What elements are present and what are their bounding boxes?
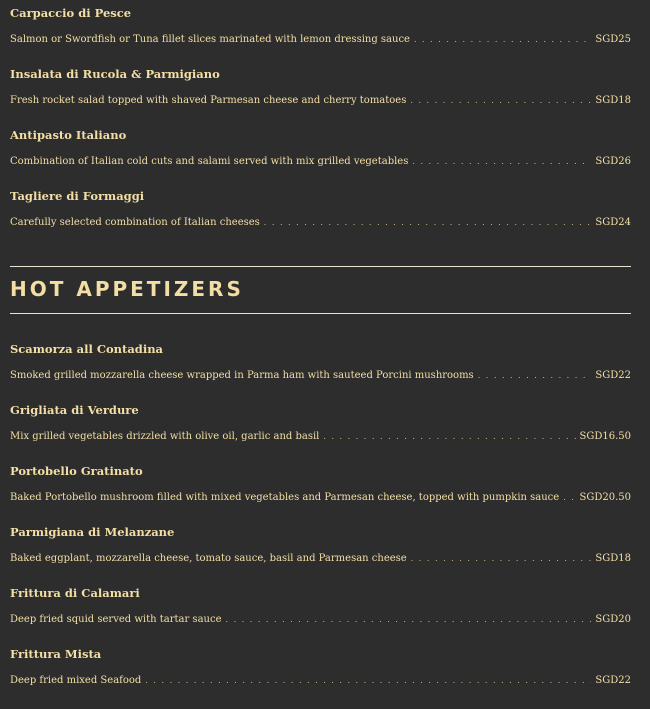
menu-item-name: Antipasto Italiano	[10, 128, 127, 142]
menu-item-name: Scamorza all Contadina	[10, 342, 164, 356]
menu-item-description: Mix grilled vegetables drizzled with olive oil, garlic and basil	[10, 431, 320, 442]
menu-item	[10, 524, 631, 566]
menu-item-price: SGD22	[595, 675, 631, 686]
menu-item-price: SGD26	[595, 156, 631, 167]
menu-item	[10, 402, 631, 444]
menu-item-price: SGD20.50	[579, 492, 631, 503]
hot-appetizers-list	[10, 341, 631, 688]
menu-item-row	[10, 369, 631, 383]
hot-appetizers-header	[10, 266, 631, 314]
menu-item-description: Carefully selected combination of Italian cheeses	[10, 217, 260, 228]
menu-item-name: Carpaccio di Pesce	[10, 6, 132, 20]
menu-item-row	[10, 674, 631, 688]
menu-item-price: SGD16.50	[579, 431, 631, 442]
menu-item	[10, 646, 631, 688]
menu-item-row	[10, 491, 631, 505]
menu-item-price: SGD18	[595, 553, 631, 564]
section-divider-bottom	[10, 313, 631, 314]
menu-item-price: SGD18	[595, 95, 631, 106]
menu-item-row	[10, 613, 631, 627]
menu-item	[10, 585, 631, 627]
menu-item-row	[10, 94, 631, 108]
dot-leader	[478, 369, 592, 383]
menu-item-row	[10, 33, 631, 47]
menu-item	[10, 66, 631, 108]
menu-item-description: Deep fried mixed Seafood	[10, 675, 142, 686]
menu-item-description: Smoked grilled mozzarella cheese wrapped in Parma ham with sauteed Porcini mushrooms	[10, 370, 474, 381]
menu-item-description: Salmon or Swordfish or Tuna fillet slices marinated with lemon dressing sauce	[10, 34, 410, 45]
dot-leader	[145, 674, 591, 688]
menu-item-name: Tagliere di Formaggi	[10, 189, 145, 203]
menu-item-description: Combination of Italian cold cuts and salami served with mix grilled vegetables	[10, 156, 409, 167]
section-title: HOT APPETIZERS	[10, 277, 244, 301]
menu-item-row	[10, 430, 631, 444]
menu-item	[10, 188, 631, 230]
cold-appetizers-list	[10, 0, 631, 230]
menu-item-description: Baked eggplant, mozzarella cheese, tomato sauce, basil and Parmesan cheese	[10, 553, 407, 564]
menu-item-row	[10, 216, 631, 230]
menu-item-row	[10, 552, 631, 566]
menu-item-name: Insalata di Rucola & Parmigiano	[10, 67, 220, 81]
menu-item	[10, 463, 631, 505]
menu-item-price: SGD25	[595, 34, 631, 45]
menu-item-name: Frittura Mista	[10, 647, 102, 661]
dot-leader	[412, 155, 591, 169]
dot-leader	[414, 33, 591, 47]
menu-item-name: Parmigiana di Melanzane	[10, 525, 175, 539]
dot-leader	[410, 94, 591, 108]
menu-item-description: Deep fried squid served with tartar sauce	[10, 614, 222, 625]
menu-item-price: SGD24	[595, 217, 631, 228]
menu-item	[10, 127, 631, 169]
menu-item-description: Fresh rocket salad topped with shaved Parmesan cheese and cherry tomatoes	[10, 95, 407, 106]
menu-item-row	[10, 155, 631, 169]
menu-item-price: SGD20	[595, 614, 631, 625]
menu-item-name: Portobello Gratinato	[10, 464, 143, 478]
dot-leader	[563, 491, 575, 505]
dot-leader	[323, 430, 575, 444]
menu-item-description: Baked Portobello mushroom filled with mixed vegetables and Parmesan cheese, topped with pumpkin sauce	[10, 492, 560, 503]
dot-leader	[411, 552, 592, 566]
menu-item-name: Grigliata di Verdure	[10, 403, 139, 417]
dot-leader	[226, 613, 592, 627]
menu-item	[10, 5, 631, 47]
menu-item-price: SGD22	[595, 370, 631, 381]
menu-item-name: Frittura di Calamari	[10, 586, 140, 600]
menu-item	[10, 341, 631, 383]
dot-leader	[264, 216, 592, 230]
